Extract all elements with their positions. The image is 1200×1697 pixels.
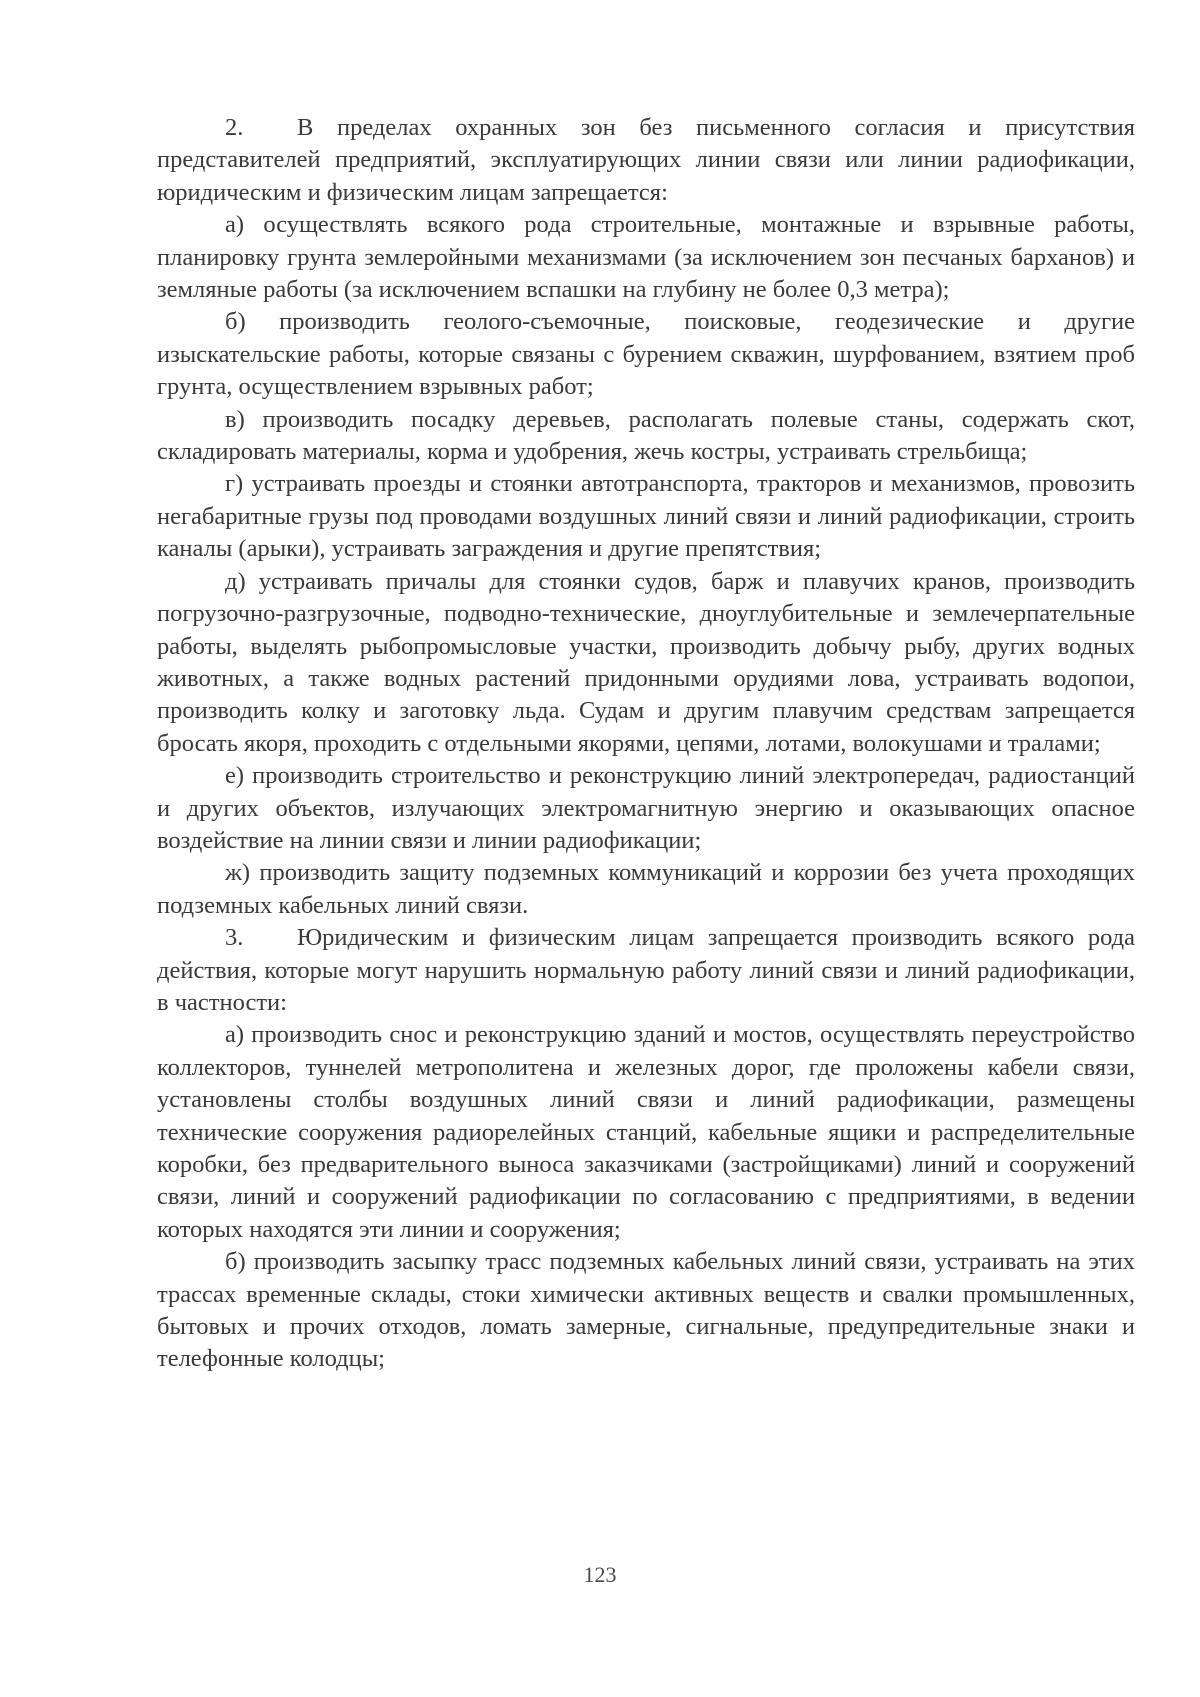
list-item-2v: в) производить посадку деревьев, располагать полевые станы, содержать скот, складировать материалы, корма и удобрения, жечь костры, устраивать стрельбища;	[157, 405, 1135, 466]
list-item-2g: г) устраивать проезды и стоянки автотранспорта, тракторов и механизмов, провозить негабаритные грузы под проводами воздушных линий связи и линий радиофикации, строить каналы (арыки), устраивать заграждения и другие препятствия;	[157, 470, 1135, 563]
paragraph-number: 2.	[225, 114, 244, 141]
list-item-2a: а) осуществлять всякого рода строительные, монтажные и взрывные работы, планировку грунта землеройными механизмами (за исключением зон песчаных барханов) и земляные работы (за исключением вспашки на глубину не более 0,3 метра);	[157, 211, 1135, 304]
page-number: 123	[583, 1562, 617, 1587]
paragraph-text: Юридическим и физическим лицам запрещается производить всякого рода действия, которые могут нарушить нормальную работу линий связи и линий радиофикации, в частности:	[157, 924, 1135, 1016]
paragraph-2	[157, 112, 1135, 209]
body-text	[157, 112, 1135, 1376]
list-item-3a: а) производить снос и реконструкцию зданий и мостов, осуществлять переустройство коллекторов, туннелей метрополитена и железных дорог, где проложены кабели связи, установлены столбы воздушных линий связи и линий радиофикации, размещены технические сооружения радиорелейных станций, кабельные ящики и распределительные коробки, без предварительного выноса заказчиками (застройщиками) линий и сооружений связи, линий и сооружений радиофикации по согласованию с предприятиями, в ведении которых находятся эти линии и сооружения;	[157, 1021, 1135, 1243]
paragraph-number: 3.	[225, 924, 244, 952]
list-item-2d: д) устраивать причалы для стоянки судов, барж и плавучих кранов, производить погрузочно-разгрузочные, подводно-технические, дноуглубительные и землечерпательные работы, выделять рыбопромысловые участки, производить добычу рыбу, других водных животных, а также водных растений придонными орудиями лова, устраивать водопои, производить колку и заготовку льда. Судам и другим плавучим средствам запрещается бросать якоря, проходить с отдельными якорями, цепями, лотами, волокушами и тралами;	[157, 567, 1135, 757]
list-item-2zh: ж) производить защиту подземных коммуникаций и коррозии без учета проходящих подземных кабельных линий связи.	[157, 859, 1135, 919]
list-item-2e: е) производить строительство и реконструкцию линий электропередач, радиостанций и других объектов, излучающих электромагнитную энергию и оказывающих опасное воздействие на линии связи и линии радиофикации;	[157, 762, 1135, 854]
list-item-3b: б) производить засыпку трасс подземных кабельных линий связи, устраивать на этих трассах временные склады, стоки химически активных веществ и свалки промышленных, бытовых и прочих отходов, ломать замерные, сигнальные, предупредительные знаки и телефонные колодцы;	[157, 1248, 1135, 1373]
paragraph-text: В пределах охранных зон без письменного согласия и присутствия представителей предприятий, эксплуатирующих линии связи или линии радиофикации, юридическим и физическим лицам запрещается:	[157, 114, 1135, 206]
paragraph-3	[157, 922, 1135, 1019]
list-item-2b: б) производить геолого-съемочные, поисковые, геодезические и другие изыскательские работы, которые связаны с бурением скважин, шурфованием, взятием проб грунта, осуществлением взрывных работ;	[157, 308, 1135, 401]
